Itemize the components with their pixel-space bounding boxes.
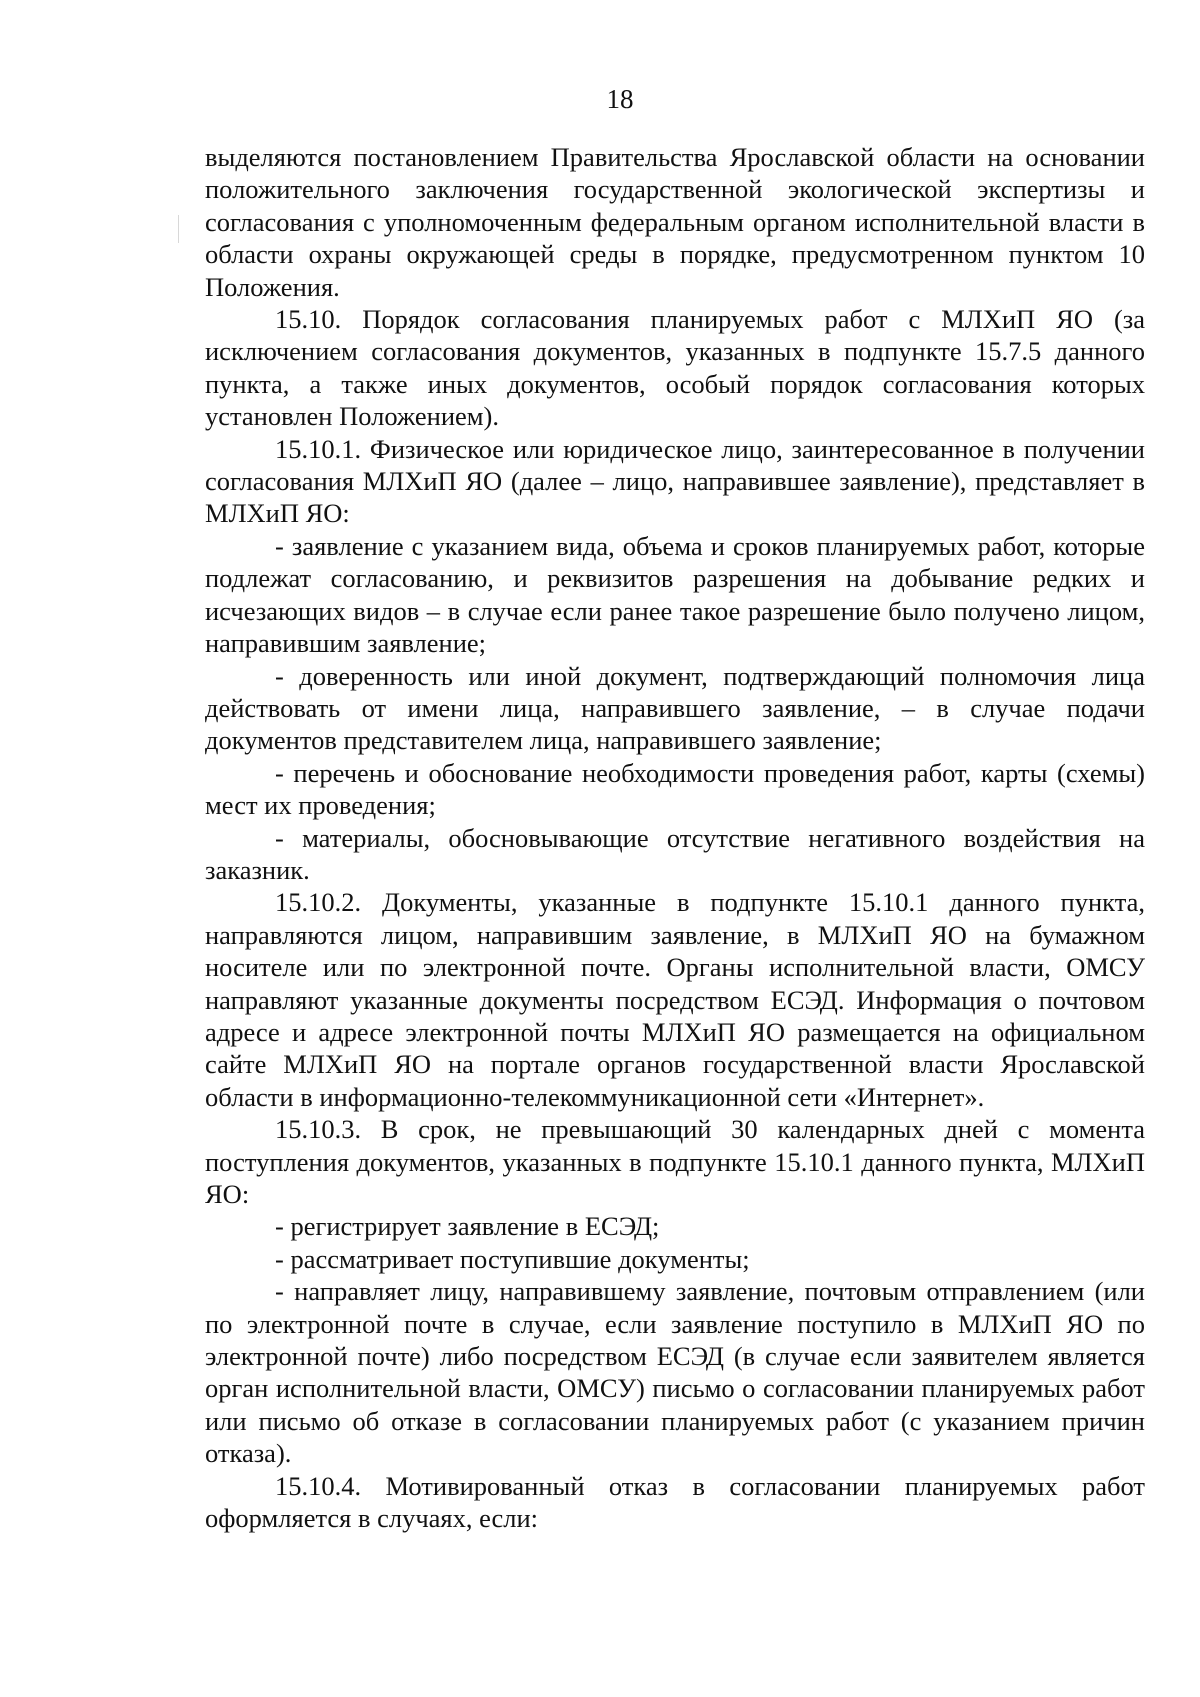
paragraph-15-10-3: 15.10.3. В срок, не превышающий 30 календарных дней с момента поступления документов, указанных в подпункте 15.10.1 данного пункта, МЛХиП ЯО:	[205, 1114, 1145, 1209]
list-item-reviews: - рассматривает поступившие документы;	[275, 1243, 750, 1274]
list-item-power-of-attorney: - доверенность или иной документ, подтверждающий полномочия лица действовать от имени лица, направившего заявление, – в случае подачи документов представителем лица, направившего заявление;	[205, 660, 1145, 756]
list-item-application: - заявление с указанием вида, объема и сроков планируемых работ, которые подлежат согласованию, и реквизитов разрешения на добывание редких и исчезающих видов – в случае если ранее такое разрешение было получено лицом, направившим заявление;	[205, 530, 1145, 659]
paragraph-15-10-4: 15.10.4. Мотивированный отказ в согласовании планируемых работ оформляется в случаях, если:	[205, 1470, 1145, 1534]
paragraph-15-10: 15.10. Порядок согласования планируемых работ с МЛХиП ЯО (за исключением согласования документов, указанных в подпункте 15.7.5 данного пункта, а также иных документов, особый порядок согласования которых установлен Положением).	[205, 304, 1145, 432]
list-item-registers: - регистрирует заявление в ЕСЭД;	[275, 1211, 660, 1242]
margin-mark	[178, 215, 179, 243]
document-body	[205, 141, 1145, 1534]
list-item-works-list: - перечень и обоснование необходимости проведения работ, карты (схемы) мест их проведения;	[205, 757, 1145, 821]
paragraph-continuation: выделяются постановлением Правительства Ярославской области на основании положительного заключения государственной экологической экспертизы и согласования с уполномоченным федеральным органом исполнительной власти в области охраны окружающей среды в порядке, предусмотренном пунктом 10 Положения.	[205, 142, 1145, 302]
paragraph-15-10-1: 15.10.1. Физическое или юридическое лицо, заинтересованное в получении согласования МЛХиП ЯО (далее – лицо, направившее заявление), представляет в МЛХиП ЯО:	[205, 433, 1145, 529]
paragraph-15-10-2: 15.10.2. Документы, указанные в подпункте 15.10.1 данного пункта, направляются лицом, направившим заявление, в МЛХиП ЯО на бумажном носителе или по электронной почте. Органы исполнительной власти, ОМСУ направляют указанные документы посредством ЕСЭД. Информация о почтовом адресе и адресе электронной почты МЛХиП ЯО размещается на официальном сайте МЛХиП ЯО на портале органов государственной власти Ярославской области в информационно-телекоммуникационной сети «Интернет».	[205, 887, 1145, 1112]
list-item-sends-letter: - направляет лицу, направившему заявление, почтовым отправлением (или по электронной почте в случае, если заявление поступило в МЛХиП ЯО по электронной почте) либо посредством ЕСЭД (в случае если заявителем является орган исполнительной власти, ОМСУ) письмо о согласовании планируемых работ или письмо об отказе в согласовании планируемых работ (с указанием причин отказа).	[205, 1276, 1145, 1469]
page-number: 18	[606, 84, 634, 114]
list-item-materials: - материалы, обосновывающие отсутствие негативного воздействия на заказник.	[205, 822, 1145, 885]
